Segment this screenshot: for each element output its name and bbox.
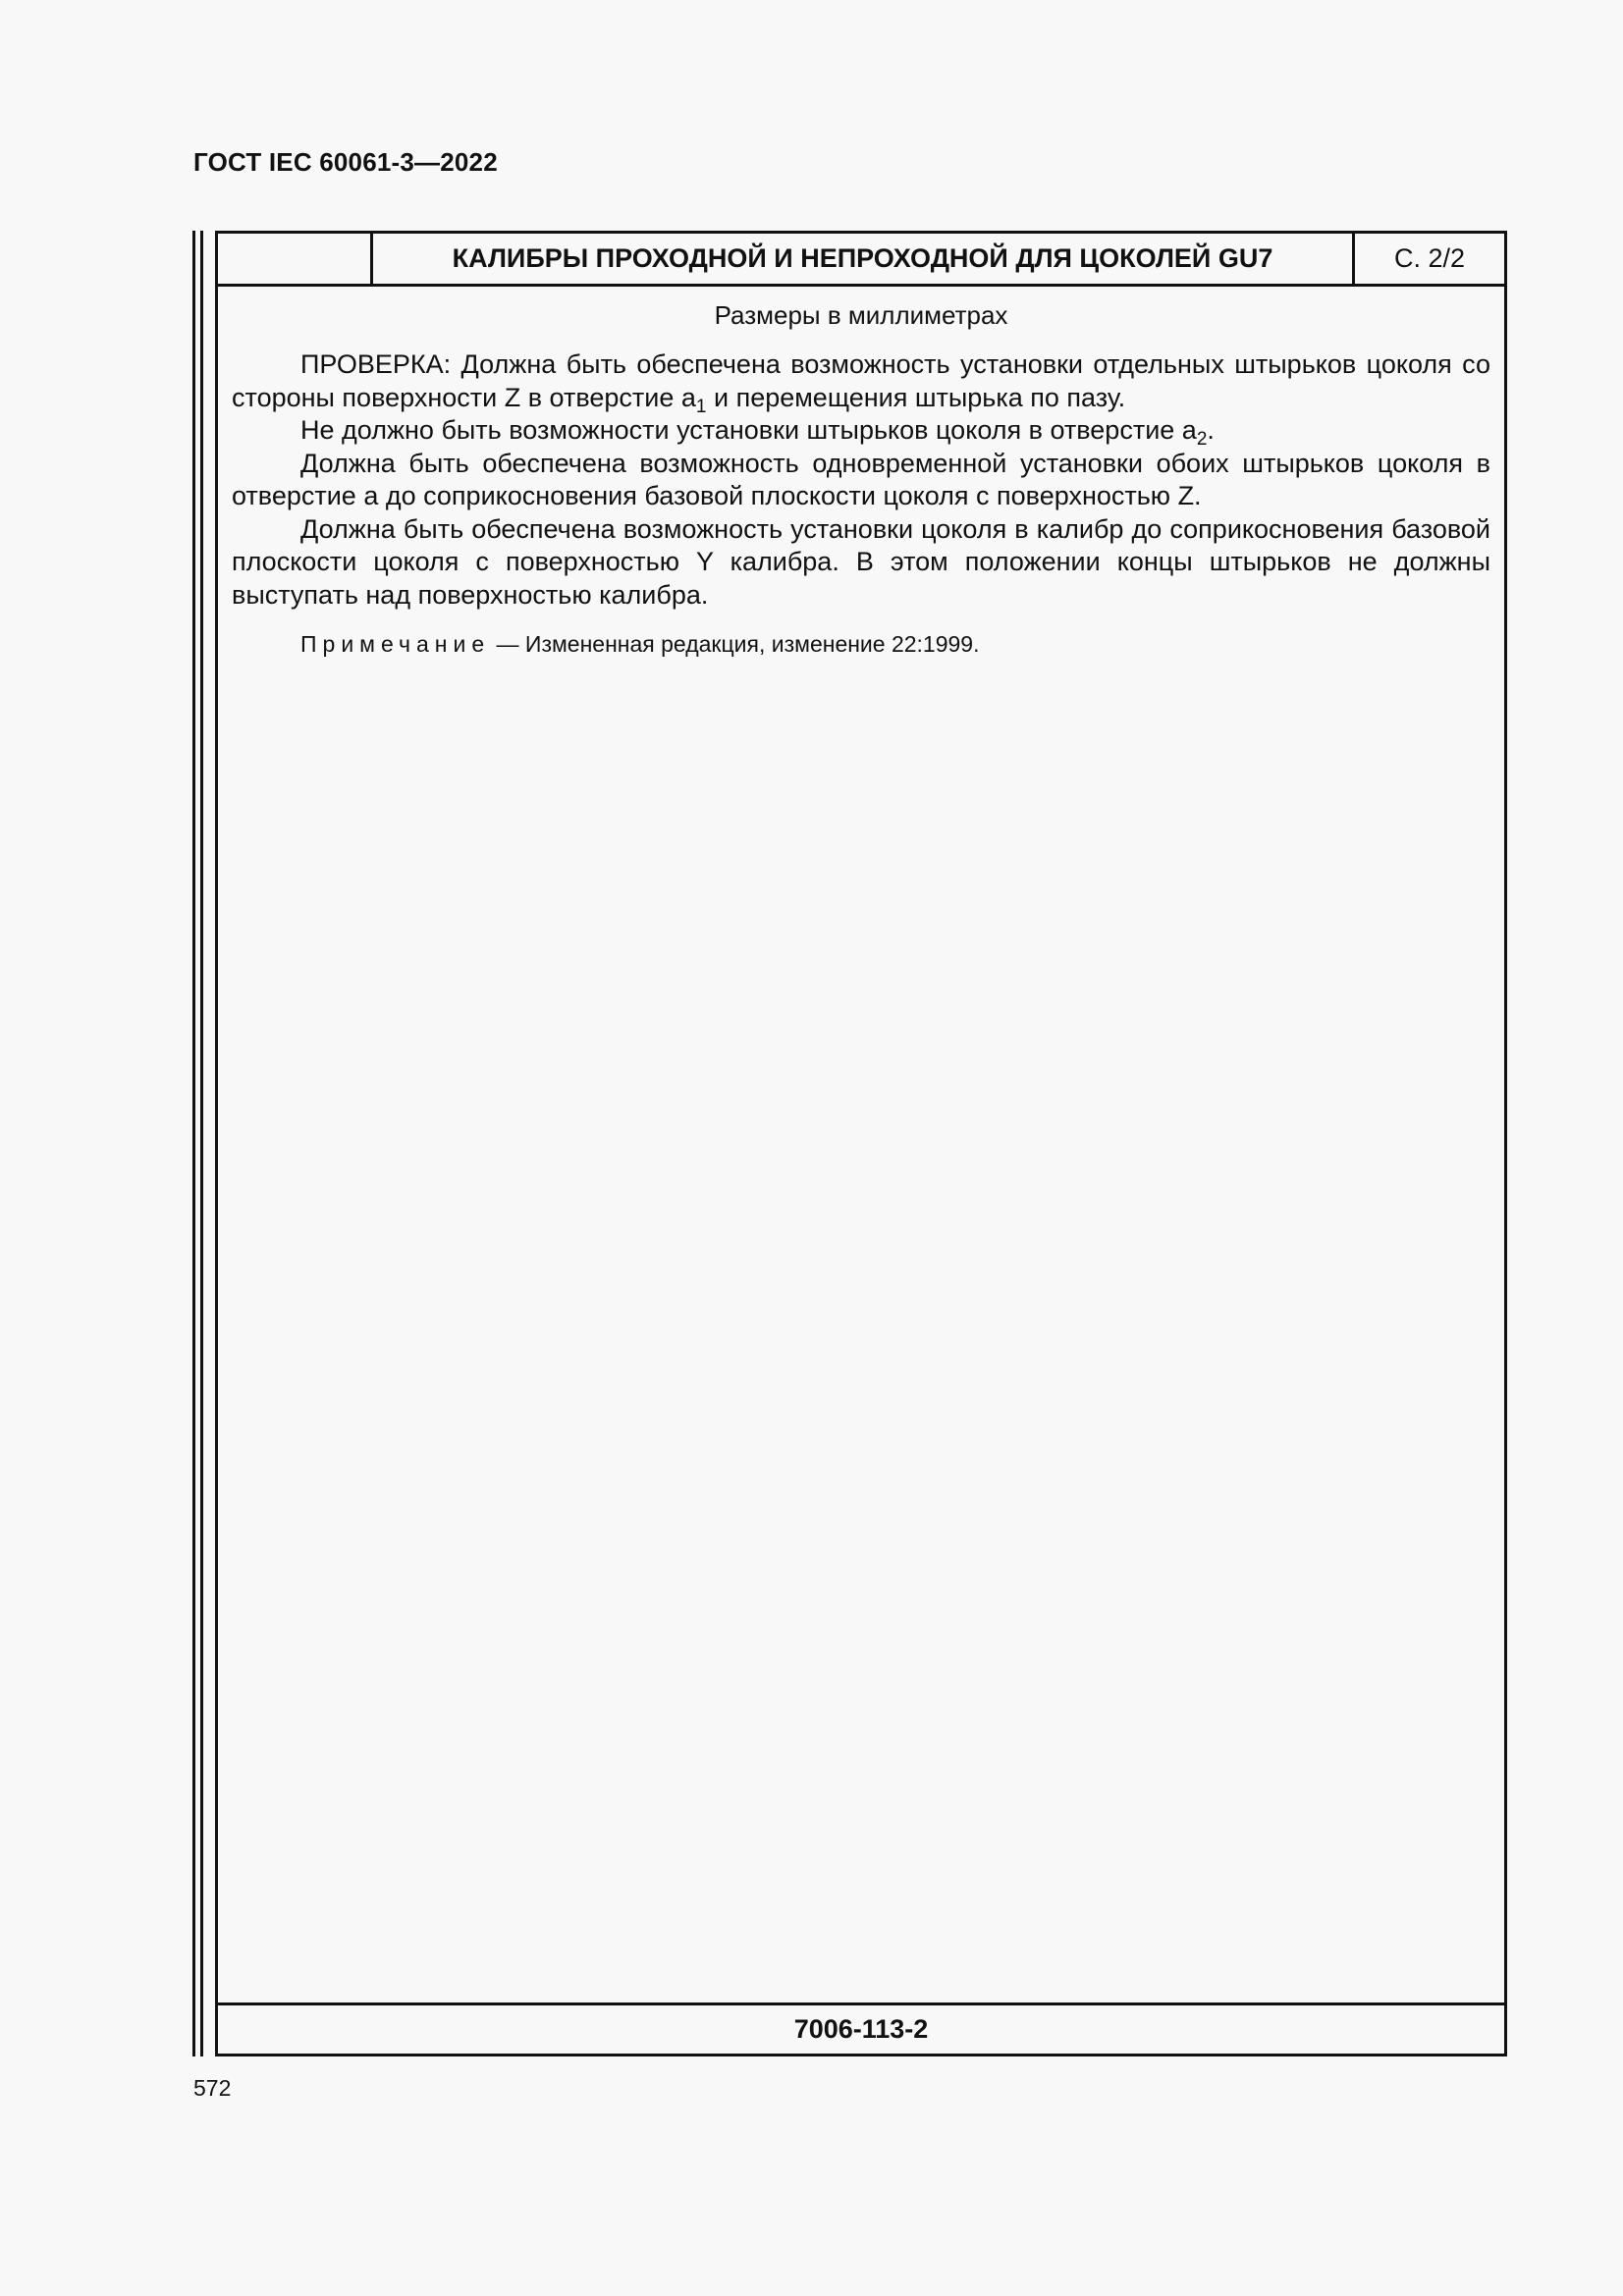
units-caption: Размеры в миллиметрах <box>714 300 1008 330</box>
paragraph-text: ПРОВЕРКА: Должна быть обеспечена возможность установки отдельных штырьков цоколя со стороны поверхности Z в отверстие a <box>232 349 1490 412</box>
sheet-title: КАЛИБРЫ ПРОХОДНОЙ И НЕПРОХОДНОЙ ДЛЯ ЦОКОЛЕЙ GU7 <box>373 234 1355 284</box>
page-number: 572 <box>193 2075 232 2101</box>
document-header: ГОСТ IEC 60061-3—2022 <box>193 147 498 177</box>
paragraph-text: . <box>1207 415 1215 445</box>
note-label: Примечание <box>300 631 491 657</box>
paragraph-base-insertion: Должна быть обеспечена возможность установки цоколя в калибр до соприкосновения базовой плоскости цоколя с поверхностью Y калибра. В этом положении концы штырьков не должны выступать над поверхностью калибра. <box>232 513 1490 610</box>
binding-line <box>200 231 203 2056</box>
note <box>300 631 1490 658</box>
drawing-sheet-frame <box>215 231 1507 2056</box>
sheet-content <box>232 300 1490 658</box>
subscript: 2 <box>1196 429 1208 450</box>
sheet-number: С. 2/2 <box>1393 243 1466 273</box>
subscript: 1 <box>695 396 707 417</box>
binding-line <box>192 231 195 2056</box>
paragraph-text: Не должно быть возможности установки штырьков цоколя в отверстие a <box>300 415 1197 445</box>
paragraph-text: и перемещения штырька по пазу. <box>706 382 1126 412</box>
sheet-code: 7006-113-2 <box>218 2002 1504 2054</box>
note-text: — Измененная редакция, изменение 22:1999. <box>490 631 980 657</box>
paragraph-both-pins: Должна быть обеспечена возможность одновременной установки обоих штырьков цоколя в отверстие a до соприкосновения базовой плоскости цоколя с поверхностью Z. <box>232 448 1490 510</box>
title-block <box>218 234 1504 287</box>
title-block-empty-cell <box>218 234 373 284</box>
paragraph-check <box>232 348 1490 417</box>
paragraph-no-go <box>232 414 1490 448</box>
